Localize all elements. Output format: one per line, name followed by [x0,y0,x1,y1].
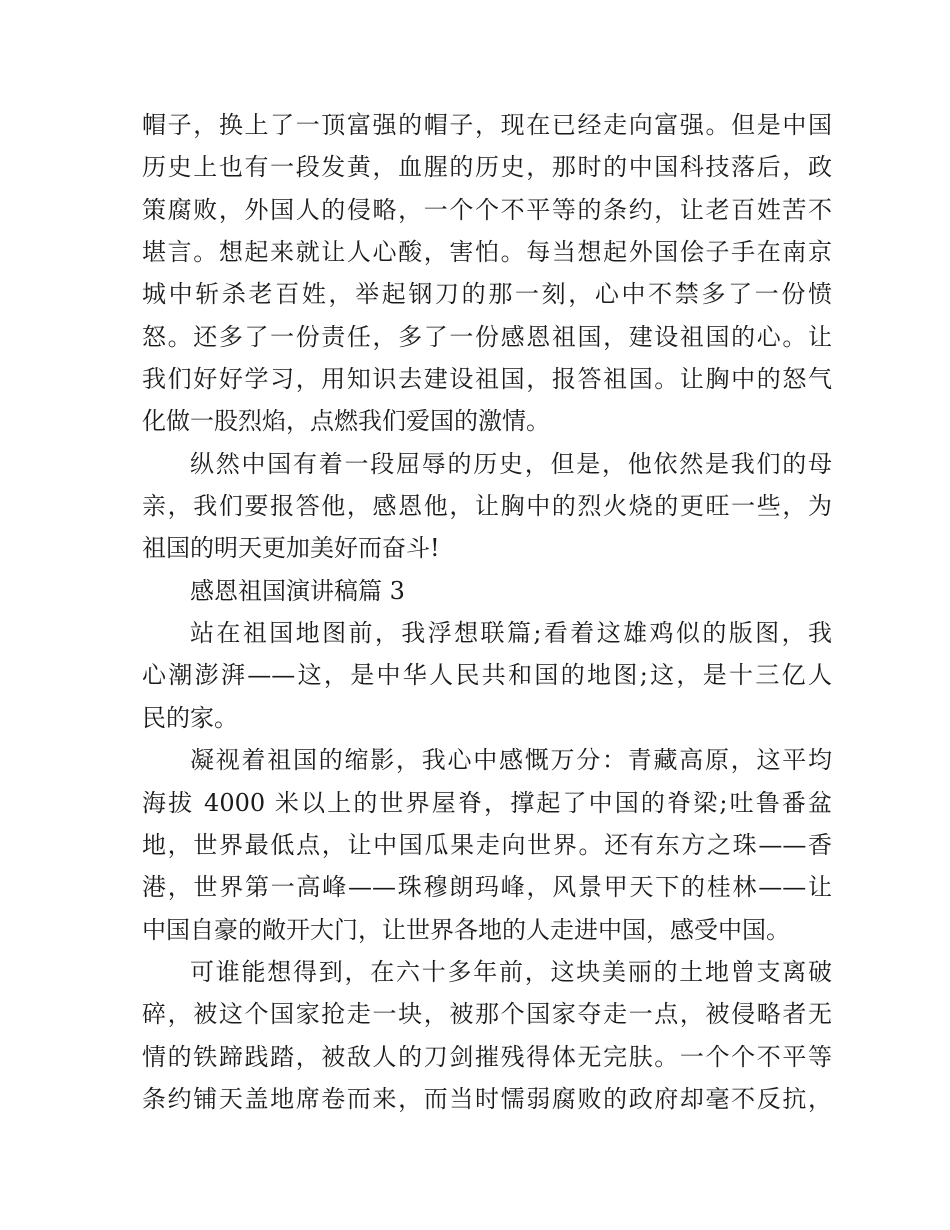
text-line: 化做一股烈焰，点燃我们爱国的激情。 [142,407,550,436]
text-line: 地，世界最低点，让中国瓜果走向世界。还有东方之珠——香 [142,830,832,859]
text-line: 策腐败，外国人的侵略，一个个不平等的条约，让老百姓苦不 [142,195,832,224]
text-line: 心潮澎湃——这，是中华人民共和国的地图;这，是十三亿人 [142,661,832,690]
text-line: 亲，我们要报答他，感恩他，让胸中的烈火烧的更旺一些，为 [142,492,832,521]
paragraph-first-line: 站在祖国地图前，我浮想联篇;看着这雄鸡似的版图，我 [190,619,832,648]
paragraph-first-line: 凝视着祖国的缩影，我心中感慨万分：青藏高原，这平均 [190,746,832,775]
text-line: 民的家。 [142,703,238,732]
text-line: 我们好好学习，用知识去建设祖国，报答祖国。让胸中的怒气 [142,365,832,394]
text-line: 怒。还多了一份责任，多了一份感恩祖国，建设祖国的心。让 [142,322,832,351]
text-line: 中国自豪的敞开大门，让世界各地的人走进中国，感受中国。 [142,915,790,944]
text-line: 堪言。想起来就让人心酸，害怕。每当想起外国侩子手在南京 [142,238,832,267]
text-line: 历史上也有一段发黄，血腥的历史，那时的中国科技落后，政 [142,153,832,182]
text-line: 城中斩杀老百姓，举起钢刀的那一刻，心中不禁多了一份愤 [142,280,832,309]
text-line: 祖国的明天更加美好而奋斗! [142,534,440,563]
text-line: 条约铺天盖地席卷而来，而当时懦弱腐败的政府却毫不反抗， [142,1084,832,1113]
paragraph-first-line: 可谁能想得到，在六十多年前，这块美丽的土地曾支离破 [190,957,832,986]
text-line: 港，世界第一高峰——珠穆朗玛峰，风景甲天下的桂林——让 [142,873,832,902]
text-line: 情的铁蹄践踏，被敌人的刀剑摧残得体无完肤。一个个不平等 [142,1042,832,1071]
section-heading: 感恩祖国演讲稿篇 3 [190,576,405,605]
text-line: 海拔 4000 米以上的世界屋脊，撑起了中国的脊梁;吐鲁番盆 [142,788,832,817]
paragraph-first-line: 纵然中国有着一段屈辱的历史，但是，他依然是我们的母 [190,449,832,478]
document-body [142,104,832,1120]
text-line: 帽子，换上了一顶富强的帽子，现在已经走向富强。但是中国 [142,111,832,139]
text-line: 碎，被这个国家抢走一块，被那个国家夺走一点，被侵略者无 [142,1000,832,1029]
